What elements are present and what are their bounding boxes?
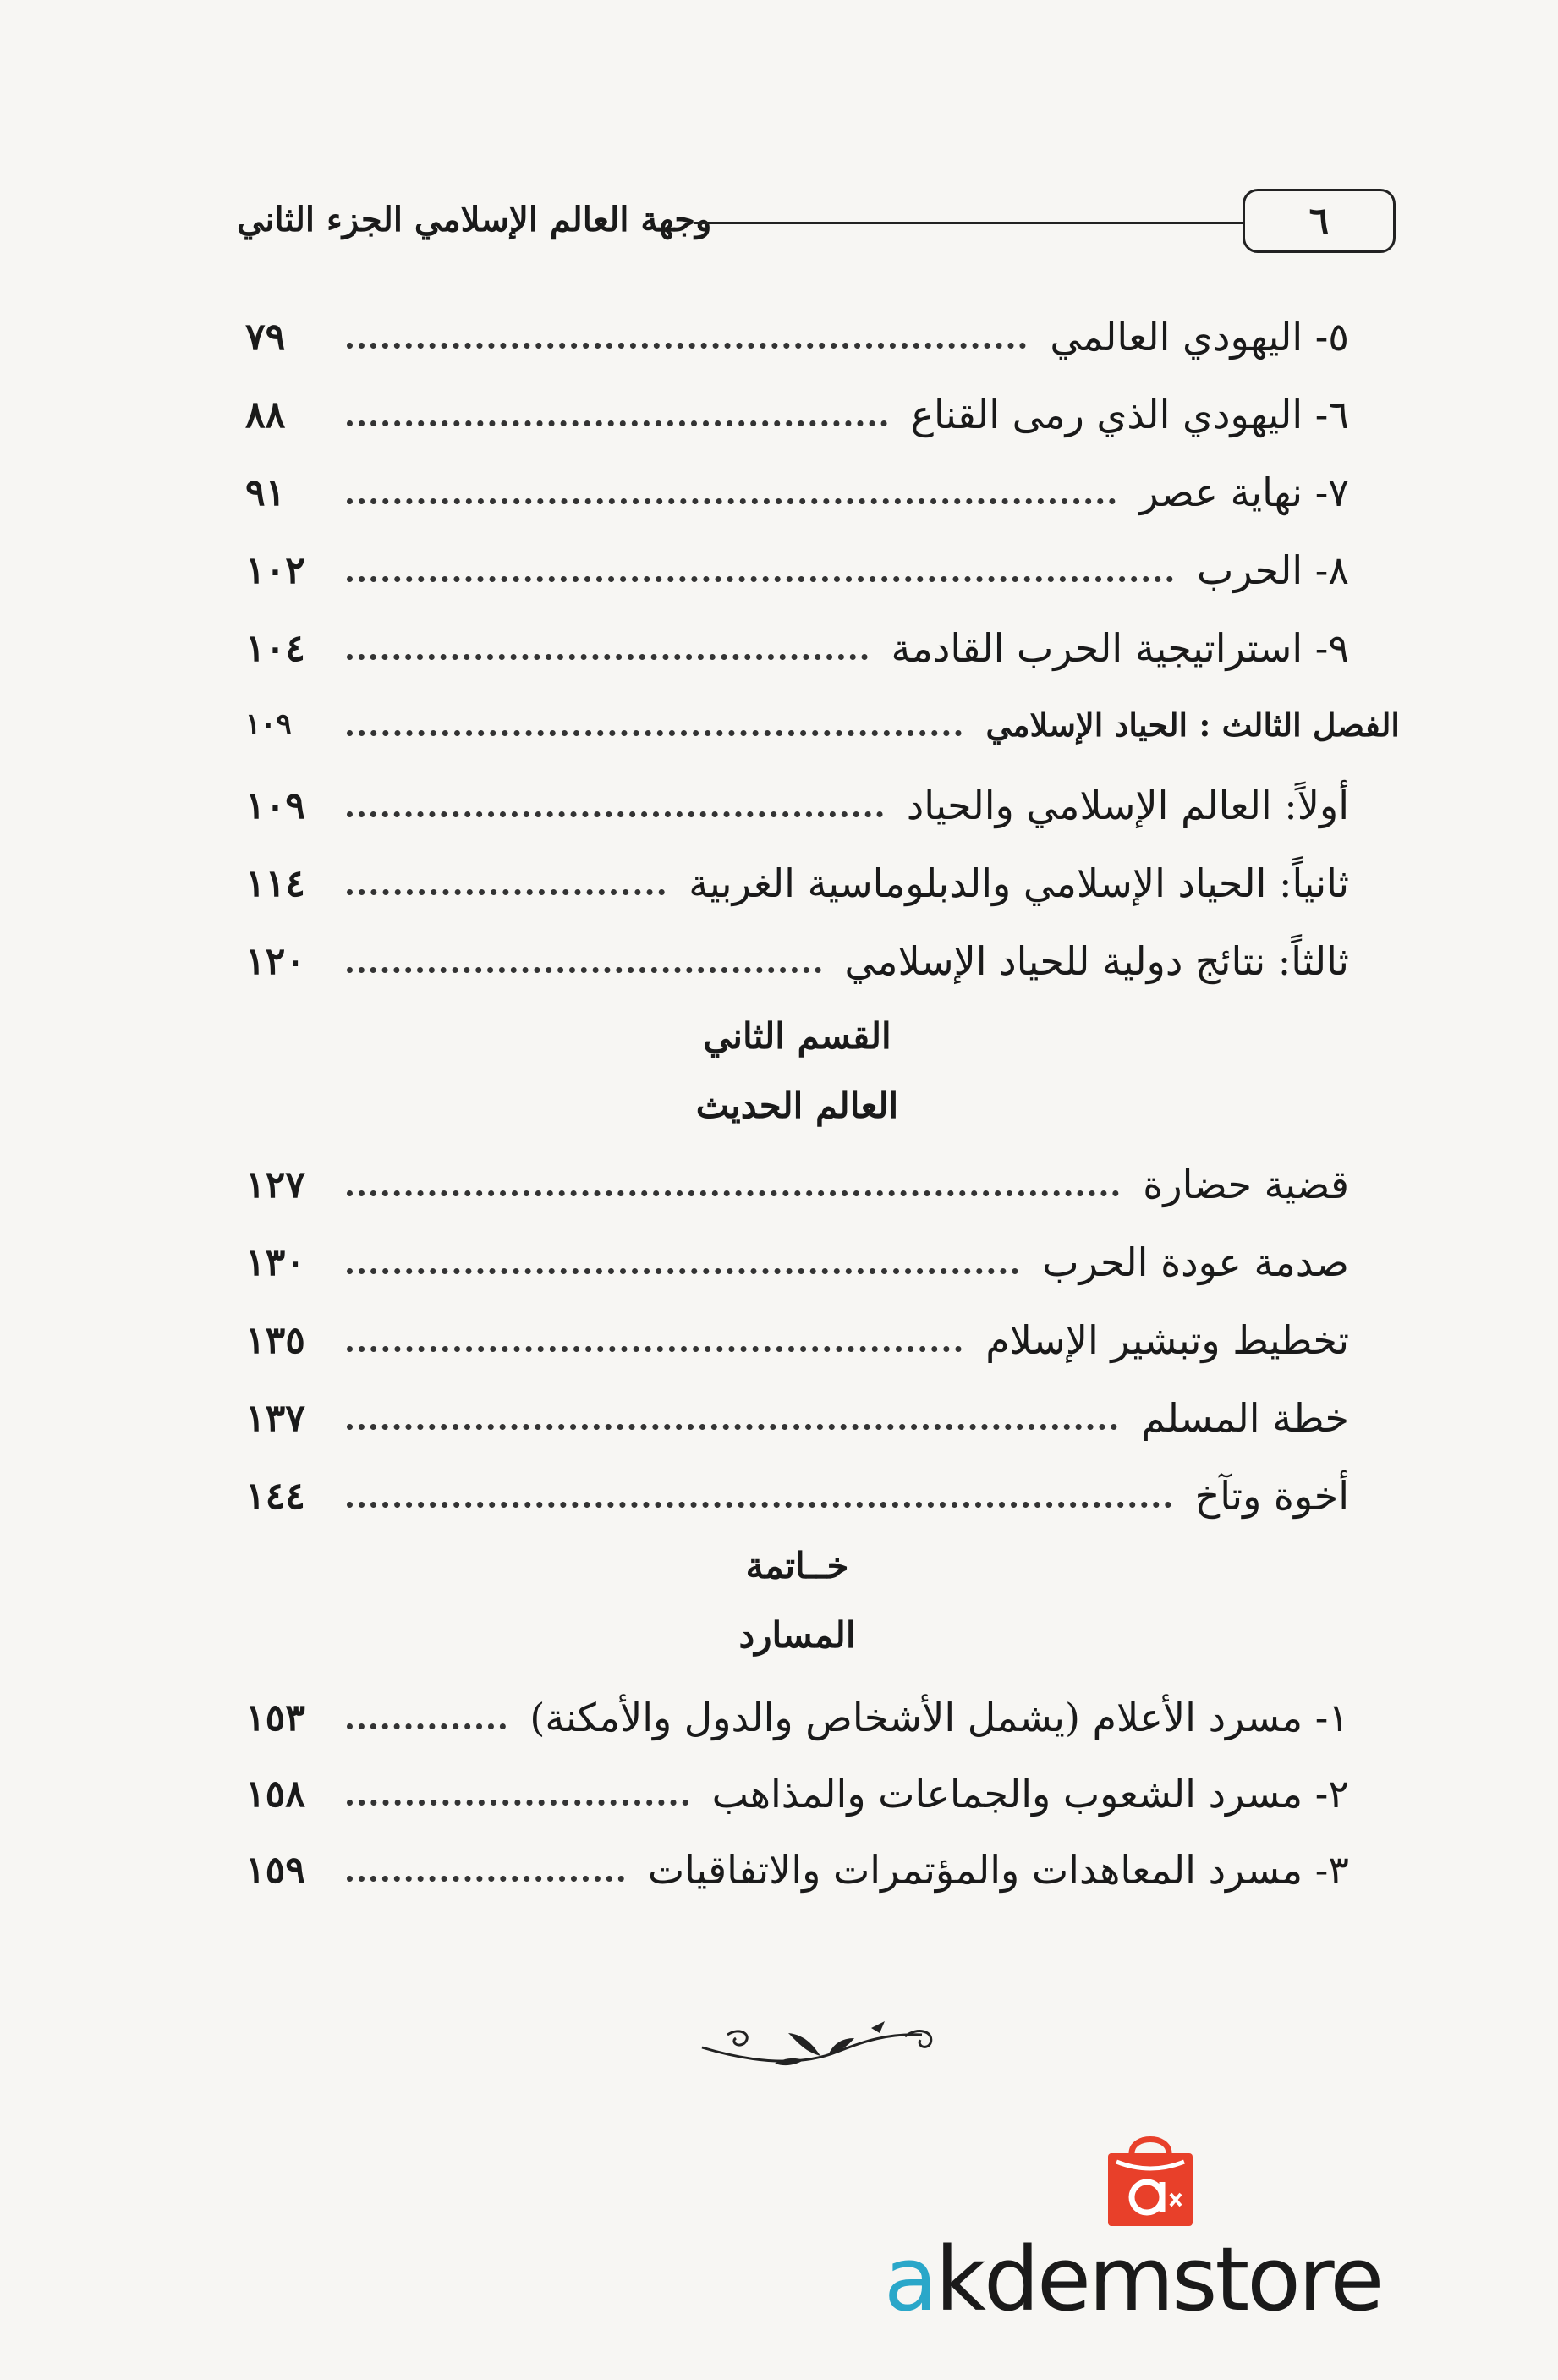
leader-dots	[347, 1424, 1117, 1430]
conclusion-subheading: المسارد	[738, 1614, 856, 1656]
toc-page: ١١٤	[245, 861, 305, 905]
page-header	[237, 184, 1404, 252]
toc-page: ١٠٩	[245, 783, 305, 827]
toc-row	[245, 1151, 1349, 1218]
leader-dots	[347, 498, 1116, 504]
toc-title: ٦- اليهودي الذي رمى القناع	[910, 392, 1349, 437]
toc-title: ٩- استراتيجية الحرب القادمة	[891, 625, 1349, 671]
leader-dots	[347, 1268, 1018, 1274]
leader-dots	[347, 343, 1026, 349]
toc-page: ١٤٤	[245, 1474, 305, 1518]
leader-dots	[347, 811, 883, 817]
ornament-flourish-icon	[694, 2009, 956, 2080]
toc-row	[245, 1228, 1349, 1296]
toc-title: ٧- نهاية عصر	[1139, 470, 1349, 515]
toc-title: قضية حضارة	[1143, 1162, 1349, 1207]
leader-dots	[347, 576, 1173, 582]
toc-title: أخوة وتآخ	[1194, 1473, 1349, 1519]
toc-page: ٩١	[245, 470, 286, 514]
leader-dots	[347, 1723, 506, 1729]
conclusion-heading: خــاتمة	[745, 1545, 849, 1586]
chapter-title: الفصل الثالث : الحياد الإسلامي	[985, 705, 1400, 744]
leader-dots	[347, 730, 962, 736]
section-subheading: العالم الحديث	[695, 1085, 899, 1126]
toc-page: ٧٩	[245, 315, 286, 359]
toc-row	[245, 459, 1349, 526]
toc-row	[245, 381, 1349, 448]
page-number: ٦	[1308, 199, 1330, 243]
section-heading: القسم الثاني	[703, 1015, 891, 1057]
leader-dots	[347, 1502, 1171, 1508]
leader-dots	[347, 1346, 962, 1352]
toc-row	[245, 927, 1349, 995]
toc-row	[245, 536, 1349, 604]
toc-row	[245, 1462, 1349, 1530]
toc-title: تخطيط وتبشير الإسلام	[985, 1317, 1349, 1363]
toc-page: ١٢٠	[245, 939, 305, 983]
book-title: وجهة العالم الإسلامي الجزء الثاني	[237, 200, 712, 239]
page-number-box	[1243, 189, 1396, 253]
leader-dots	[347, 1876, 624, 1882]
toc-page: ١٥٣	[245, 1696, 305, 1740]
toc-page: ١٢٧	[245, 1163, 305, 1206]
toc-row	[245, 614, 1349, 682]
leader-dots	[347, 420, 887, 426]
shopping-bag-icon	[1100, 2128, 1201, 2229]
toc-page: ١٣٧	[245, 1396, 305, 1440]
toc-title: ٢- مسرد الشعوب والجماعات والمذاهب	[711, 1771, 1349, 1817]
chapter-row	[245, 690, 1400, 758]
leader-dots	[347, 967, 821, 973]
toc-page: ١٥٩	[245, 1848, 305, 1892]
toc-page: ١٣٥	[245, 1318, 305, 1362]
leader-dots	[347, 1800, 688, 1806]
toc-row	[245, 1384, 1349, 1452]
toc-page: ١٣٠	[245, 1240, 305, 1284]
header-rule	[694, 222, 1245, 224]
toc-title: ٨- الحرب	[1196, 547, 1349, 593]
leader-dots	[347, 1190, 1119, 1196]
toc-row	[245, 303, 1349, 371]
toc-title: ١- مسرد الأعلام (يشمل الأشخاص والدول والأمكنة)	[529, 1695, 1349, 1740]
toc-title: ٣- مسرد المعاهدات والمؤتمرات والاتفاقيات	[647, 1847, 1349, 1893]
leader-dots	[347, 654, 868, 660]
toc-page: ١٥٨	[245, 1772, 305, 1816]
toc-title: أولاً: العالم الإسلامي والحياد	[906, 783, 1349, 828]
toc-page: ١٠٩	[245, 707, 292, 741]
toc-row	[245, 1684, 1349, 1751]
toc-title: ثالثاً: نتائج دولية للحياد الإسلامي	[844, 938, 1349, 984]
toc-title: ثانياً: الحياد الإسلامي والدبلوماسية الغربية	[688, 860, 1349, 906]
toc-title: خطة المسلم	[1141, 1395, 1349, 1441]
toc-page: ١٠٤	[245, 626, 305, 670]
toc-row	[245, 849, 1349, 917]
brand-wordmark: akdemstore	[884, 2228, 1382, 2331]
toc-title: صدمة عودة الحرب	[1042, 1239, 1349, 1285]
toc-row	[245, 1306, 1349, 1374]
toc-row	[245, 1760, 1349, 1828]
leader-dots	[347, 889, 665, 895]
toc-page: ١٠٢	[245, 548, 305, 592]
toc-row	[245, 772, 1349, 839]
akdemstore-logo	[884, 2128, 1383, 2339]
toc-page: ٨٨	[245, 393, 286, 437]
toc-row	[245, 1836, 1349, 1904]
toc-title: ٥- اليهودي العالمي	[1050, 314, 1349, 360]
